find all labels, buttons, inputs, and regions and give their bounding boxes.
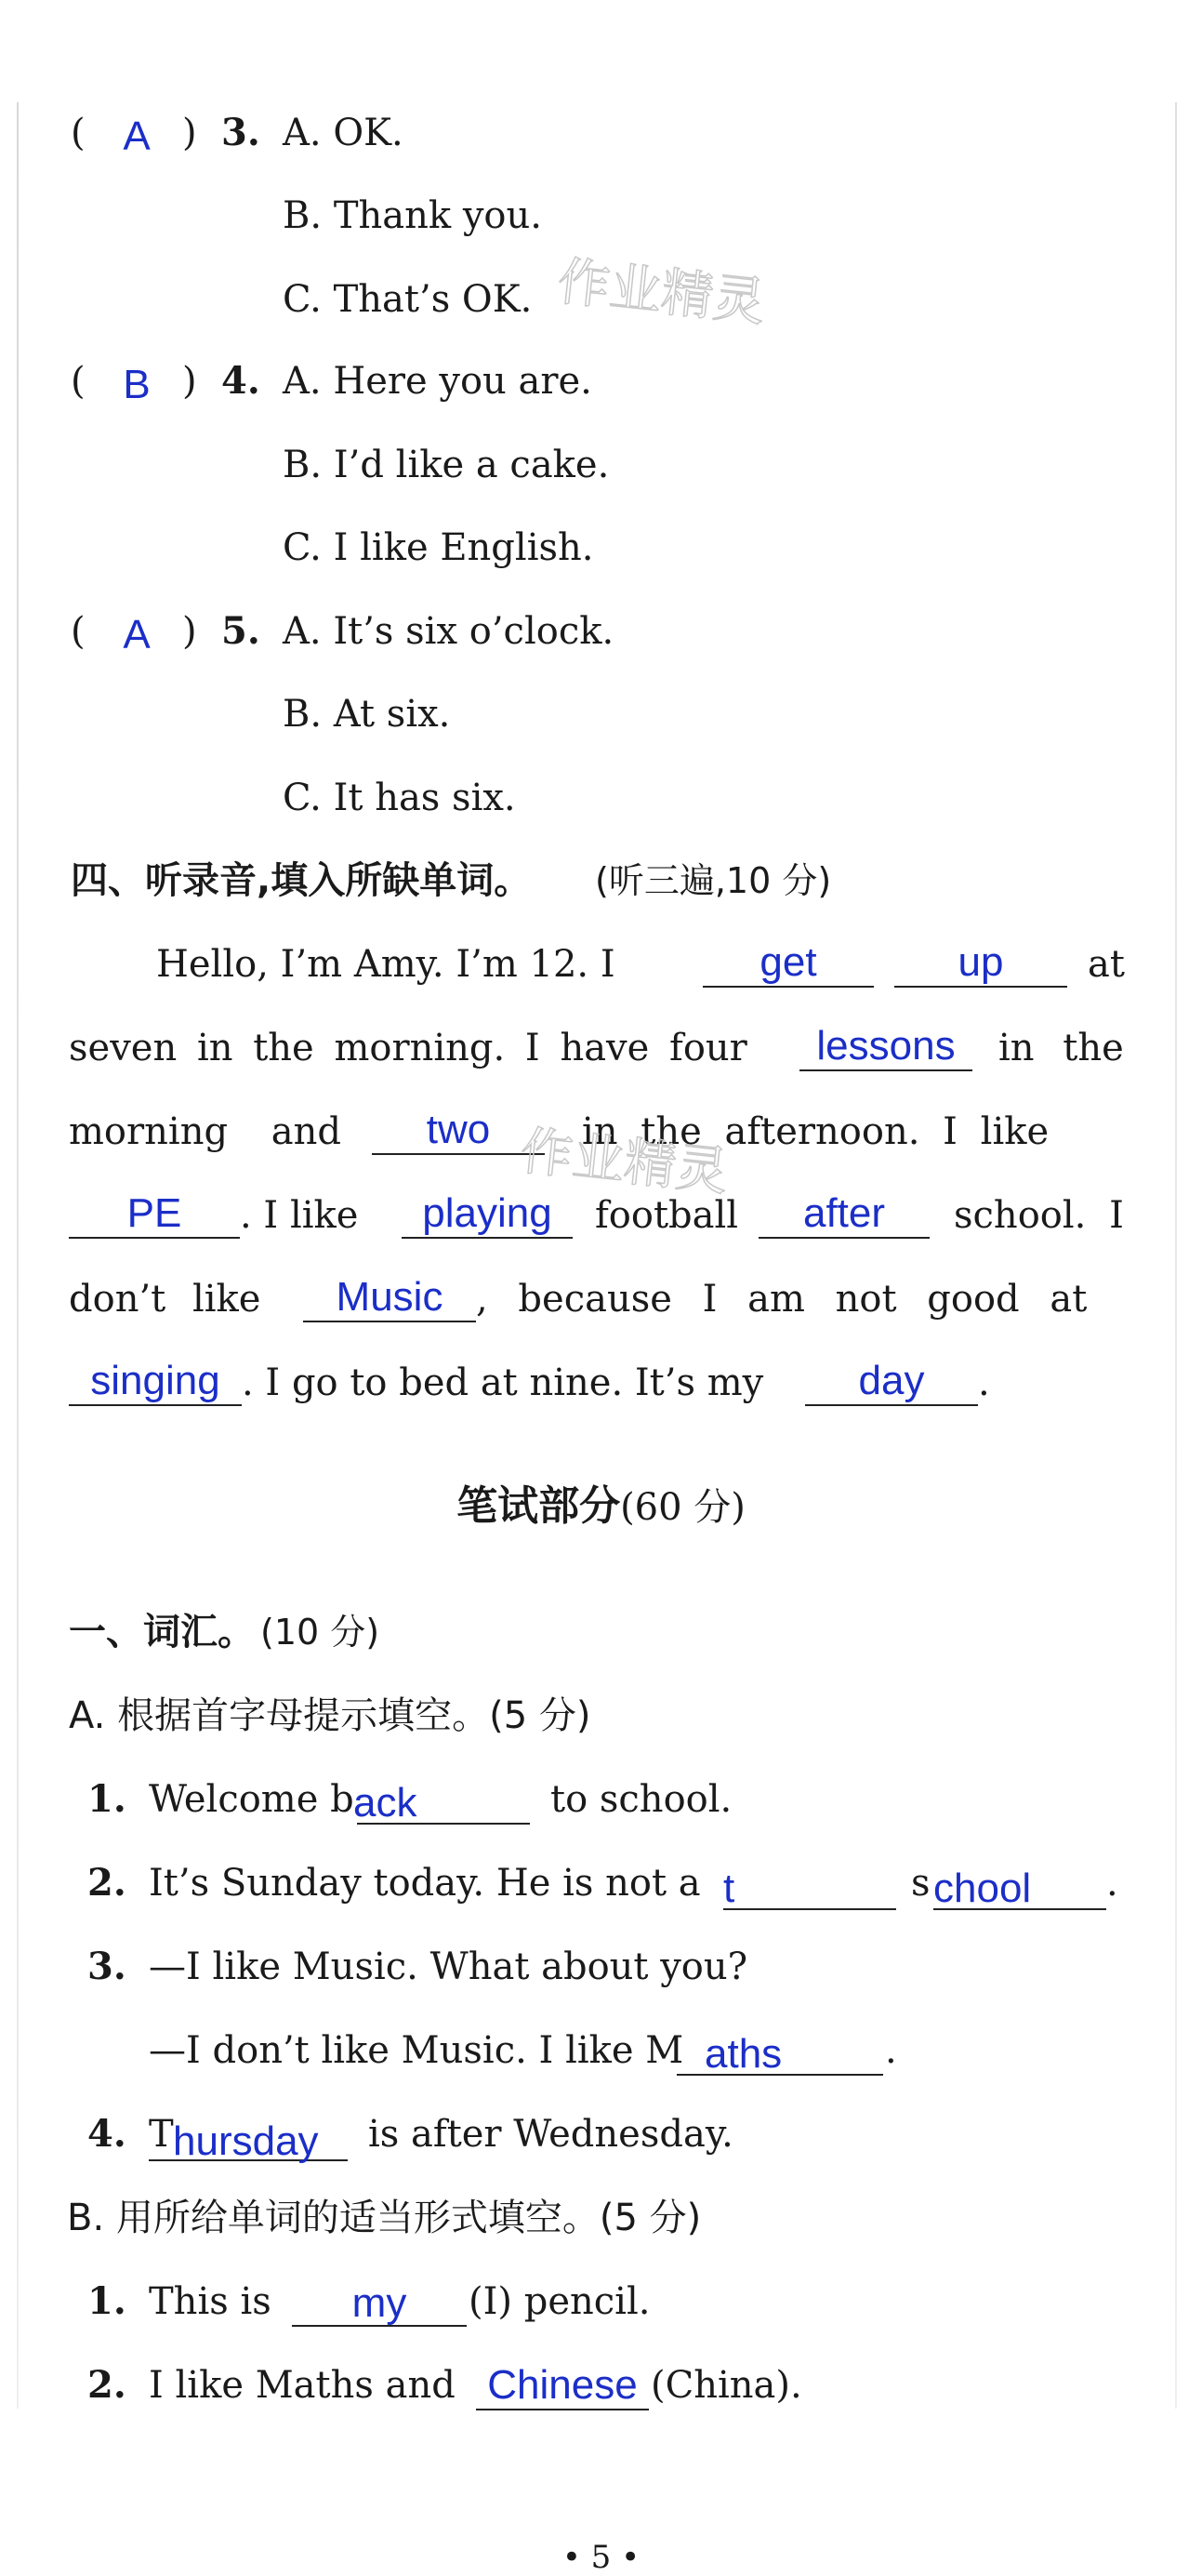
blank-line: [303, 1321, 476, 1322]
answer-blank-1: get: [760, 939, 817, 985]
paren-open: (: [71, 610, 86, 653]
passage-text: Hello, I’m Amy. I’m 12. I: [156, 943, 615, 986]
question-text: is after Wednesday.: [368, 2113, 733, 2156]
question-number: 5.: [221, 609, 260, 653]
option-b: B. At six.: [283, 693, 451, 736]
part-b-instruction: B. 用所给单词的适当形式填空。(5 分): [67, 2197, 702, 2239]
paren-close: ): [182, 112, 197, 154]
option-a: A. OK.: [283, 112, 403, 154]
question-number: 3.: [221, 111, 260, 154]
blank-line: [805, 1404, 978, 1406]
question-number: 2.: [87, 1861, 126, 1905]
title-text: 笔试部分: [456, 1482, 621, 1530]
question-text: to school.: [550, 1778, 733, 1821]
question-text: (I) pencil.: [469, 2280, 651, 2323]
answer-a2-first: t: [723, 1866, 735, 1911]
passage-text: football: [595, 1194, 739, 1237]
passage-text: at: [1088, 943, 1125, 986]
blank-line: [723, 1908, 896, 1910]
blank-line: [703, 986, 874, 988]
option-b: B. Thank you.: [283, 194, 542, 237]
written-part-title: [0, 1481, 1202, 1534]
answer-blank-6: playing: [422, 1190, 552, 1236]
blank-line: [402, 1237, 573, 1239]
answer-q5: A: [123, 612, 151, 657]
passage-text: , because I am not good at: [476, 1278, 1088, 1321]
question-text: I like Maths and: [149, 2364, 456, 2407]
answer-blank-4: two: [426, 1107, 491, 1152]
paren-open: (: [71, 360, 86, 403]
section-note: (听三遍,10 分): [595, 860, 832, 901]
passage-text: .: [978, 1361, 990, 1404]
answer-b1: my: [351, 2280, 407, 2326]
question-text: s: [911, 1862, 931, 1905]
part-a-instruction: A. 根据首字母提示填空。(5 分): [69, 1694, 591, 1737]
question-text: (China).: [651, 2364, 802, 2407]
title-score: (60 分): [620, 1486, 746, 1529]
blank-line: [476, 2409, 649, 2410]
question-text: —I like Music. What about you?: [149, 1945, 748, 1988]
question-number: 1.: [87, 1777, 126, 1821]
answer-blank-2: up: [958, 939, 1004, 985]
answer-blank-5: PE: [126, 1190, 182, 1236]
watermark: 作业精灵: [517, 1121, 732, 1203]
answer-blank-8: Music: [336, 1274, 443, 1320]
passage-text: . I go to bed at nine. It’s my: [242, 1361, 764, 1404]
paren-close: ): [182, 610, 197, 653]
blank-line: [894, 986, 1067, 988]
question-text: .: [1106, 1862, 1118, 1905]
answer-a3: aths: [705, 2031, 783, 2077]
question-text: Welcome b: [149, 1778, 354, 1821]
passage-text: school. I: [954, 1194, 1124, 1237]
section-note: (10 分): [260, 1612, 380, 1653]
question-number: 4.: [221, 359, 260, 403]
section-heading: 四、听录音,填入所缺单词。: [71, 859, 532, 902]
answer-blank-10: day: [858, 1358, 925, 1403]
option-b: B. I’d like a cake.: [283, 444, 610, 486]
question-number: 2.: [87, 2363, 126, 2407]
question-text: T: [149, 2113, 174, 2156]
question-number: 3.: [87, 1945, 126, 1988]
passage-text: morning and: [69, 1110, 341, 1153]
question-text: This is: [149, 2280, 271, 2323]
passage-text: . I like: [240, 1194, 359, 1237]
blank-line: [372, 1153, 545, 1155]
option-c: C. That’s OK.: [283, 278, 533, 321]
question-text: It’s Sunday today. He is not a: [149, 1862, 701, 1905]
blank-line: [69, 1404, 242, 1406]
option-c: C. I like English.: [283, 526, 594, 569]
option-a: A. Here you are.: [283, 360, 592, 403]
question-text: —I don’t like Music. I like M: [149, 2029, 684, 2072]
section-heading: 一、词汇。: [69, 1611, 255, 1653]
blank-line: [799, 1069, 972, 1071]
blank-line: [69, 1237, 240, 1239]
answer-a2-second: chool: [933, 1866, 1032, 1911]
answer-blank-3: lessons: [816, 1023, 956, 1069]
page-edge-left: [17, 102, 19, 2409]
option-c: C. It has six.: [283, 777, 516, 819]
answer-blank-9: singing: [90, 1358, 220, 1403]
question-number: 4.: [87, 2112, 126, 2156]
paren-close: ): [182, 360, 197, 403]
option-a: A. It’s six o’clock.: [283, 610, 614, 653]
answer-b2: Chinese: [487, 2362, 638, 2408]
question-number: 1.: [87, 2279, 126, 2323]
watermark: 作业精灵: [554, 251, 769, 334]
paren-open: (: [71, 112, 86, 154]
page-number: • 5 •: [561, 2539, 641, 2576]
question-text: .: [885, 2029, 897, 2072]
passage-text: in the: [998, 1027, 1124, 1069]
blank-line: [759, 1237, 930, 1239]
page-edge-right: [1175, 102, 1177, 2409]
passage-text: seven in the morning. I have four: [69, 1027, 747, 1069]
passage-text: don’t like: [69, 1278, 261, 1321]
answer-a4: hursday: [173, 2118, 319, 2164]
answer-q4: B: [123, 362, 151, 407]
answer-a1: ack: [353, 1780, 417, 1826]
passage-text: in the afternoon. I like: [582, 1110, 1050, 1153]
answer-q3: A: [123, 113, 151, 159]
answer-blank-7: after: [802, 1190, 886, 1236]
